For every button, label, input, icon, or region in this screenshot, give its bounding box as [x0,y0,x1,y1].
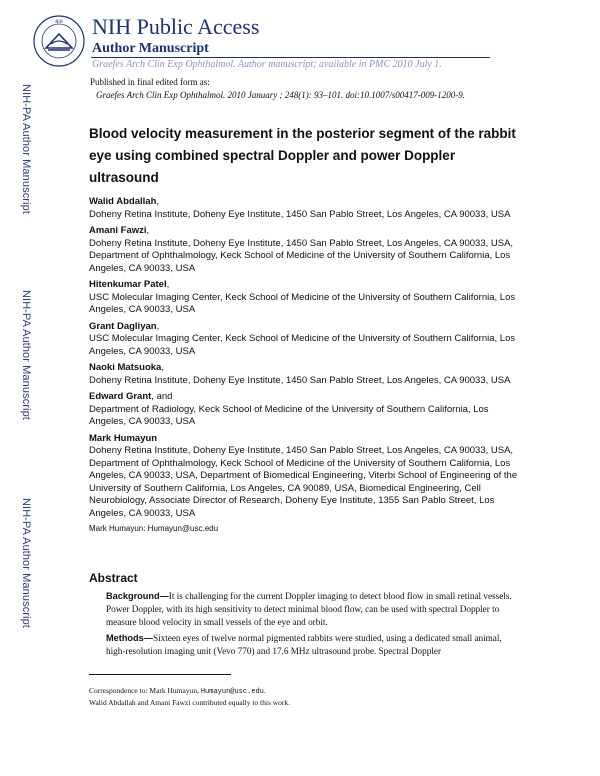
journal-availability-line: Graefes Arch Clin Exp Ophthalmol. Author manuscript; available in PMC 2010 July 1. [92,59,442,70]
author-name: Naoki Matsuoka [89,362,162,373]
published-label: Published in final edited form as: [90,77,210,87]
abstract-heading: Abstract [89,571,138,585]
author-name: Grant Dagliyan [89,320,157,332]
abstract-methods [89,632,521,658]
author-affiliation: Doheny Retina Institute, Doheny Eye Institute, 1450 San Pablo Street, Los Angeles, CA 90033, USA [89,208,511,220]
author-name: Edward Grant [89,391,152,402]
side-banner-top: NIH-PA Author Manuscript [20,84,32,214]
nih-public-access-title: NIH Public Access [92,14,260,39]
author-list [89,196,519,533]
author-entry: Naoki Matsuoka, Doheny Retina Institute, Doheny Eye Institute, 1450 San Pablo Street, Los Angeles, CA 90033, USA [89,362,519,387]
correspondence-email: Humayun@usc.edu [200,688,264,696]
correspondence-footnote: Correspondence to: Mark Humayun, Humayun@usc.edu. [89,686,266,696]
author-entry: Hitenkumar Patel, USC Molecular Imaging Center, Keck School of Medicine of the University of Southern California, Los Angeles, CA 90033, USA [89,279,519,317]
author-entry: Edward Grant, and Department of Radiology, Keck School of Medicine of the University of Southern California, Los Angeles, CA 90033, USA [89,391,519,429]
methods-label: Methods— [106,633,153,643]
author-manuscript-label: Author Manuscript [92,41,209,56]
citation-line: Graefes Arch Clin Exp Ophthalmol. 2010 January ; 248(1): 93–101. doi:10.1007/s00417-009-1200-9. [96,90,465,100]
side-banner-bottom: NIH-PA Author Manuscript [20,498,32,628]
author-affiliation: Doheny Retina Institute, Doheny Eye Institute, 1450 San Pablo Street, Los Angeles, CA 90033, USA [89,374,511,386]
author-name: Amani Fawzi [89,225,147,236]
svg-text:NIH: NIH [55,19,63,24]
article-title: Blood velocity measurement in the posterior segment of the rabbit eye using combined spectral Doppler and power Doppler ultrasound [89,126,516,185]
author-affiliation: Doheny Retina Institute, Doheny Eye Institute, 1450 San Pablo Street, Los Angeles, CA 90033, USA, Department of Ophthalmology, Keck School of Medicine of the University of Southern California, Los Angeles, CA 90033, USA, Department of Biomedical Engineering, Viterbi School of Engineering of the University of Southern California, Los Angeles, CA 90089, USA, Biomedical Engineering, Cell Neurobiology, Associate Director of Research, Doheny Eye Institute, 1355 San Pablo Street, Los Angeles, CA 90033, USA [89,445,518,519]
methods-text: Sixteen eyes of twelve normal pigmented rabbits were studied, using a dedicated small animal, high-resolution imaging unit (Vevo 770) and 17.6 MHz ultrasound probe. Spectral Doppler [106,633,502,656]
contribution-footnote: Walid Abdallah and Amani Fawzi contributed equally to this work. [89,698,291,707]
author-entry [89,433,519,521]
header-divider [91,57,490,58]
author-entry: Grant Dagliyan, USC Molecular Imaging Center, Keck School of Medicine of the University of Southern California, Los Angeles, CA 90033, USA [89,321,519,359]
author-affiliation: Doheny Retina Institute, Doheny Eye Institute, 1450 San Pablo Street, Los Angeles, CA 90033, USA, Department of Ophthalmology, Keck School of Medicine of the University of Southern California, Los Angeles, CA 90033, USA [89,237,514,274]
side-banner-middle: NIH-PA Author Manuscript [20,290,32,420]
corresponding-email: Mark Humayun: Humayun@usc.edu [89,524,219,533]
footnote-divider [89,674,231,675]
author-affiliation: USC Molecular Imaging Center, Keck School of Medicine of the University of Southern California, Los Angeles, CA 90033, USA [89,291,516,315]
author-entry: Walid Abdallah, Doheny Retina Institute, Doheny Eye Institute, 1450 San Pablo Street, Los Angeles, CA 90033, USA [89,196,519,221]
abstract-background [89,590,521,629]
nih-seal-logo [32,14,86,68]
background-label: Background— [106,591,169,601]
author-name: Mark Humayun [89,432,158,444]
author-name: Hitenkumar Patel [89,279,167,290]
background-text: It is challenging for the current Doppler imaging to detect blood flow in small retinal vessels. Power Doppler, with its high sensitivity to detect minimal blood flow, can be used with spectral Doppler to measure blood velocity in small vessels of the eye and orbit. [106,591,512,627]
author-affiliation: USC Molecular Imaging Center, Keck School of Medicine of the University of Southern California, Los Angeles, CA 90033, USA [89,333,516,357]
author-affiliation: Department of Radiology, Keck School of Medicine of the University of Southern California, Los Angeles, CA 90033, USA [89,403,489,427]
author-name: Walid Abdallah [89,196,157,207]
author-entry: Amani Fawzi, Doheny Retina Institute, Doheny Eye Institute, 1450 San Pablo Street, Los Angeles, CA 90033, USA, Department of Ophthalmology, Keck School of Medicine of the University of Southern California, Los Angeles, CA 90033, USA [89,225,519,275]
